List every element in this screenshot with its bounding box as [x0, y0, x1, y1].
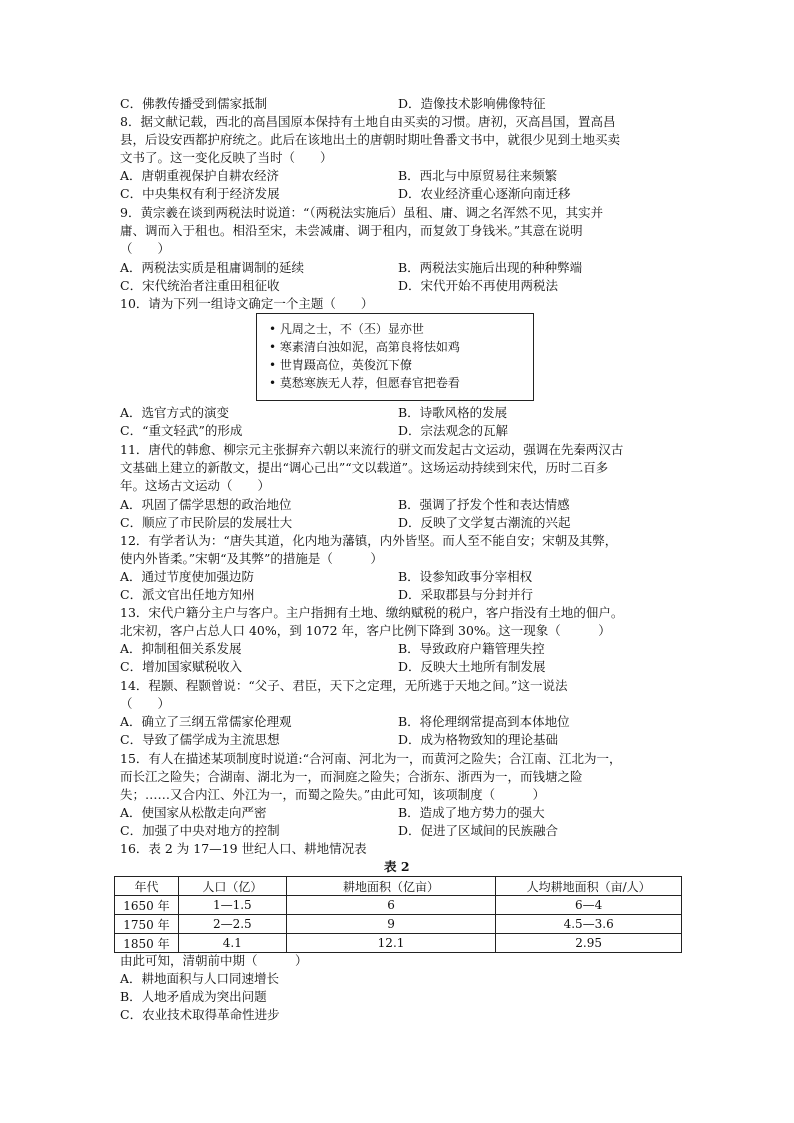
q13-stem-line-1: 13．宋代户籍分主户与客户。主户指拥有土地、缴纳赋税的税户，客户指没有土地的佃户。 [120, 605, 624, 620]
table-cell: 1750 年 [115, 915, 179, 934]
q11-option-a: A．巩固了儒学思想的政治地位 [120, 497, 292, 512]
q15-stem-line-3: 失；……又合内江、外江为一，而蜀之险失。”由此可知，该项制度（ ） [120, 787, 546, 802]
q11-option-d: D．反映了文学复古潮流的兴起 [398, 515, 571, 530]
table-cell: 2.95 [496, 934, 682, 953]
table-cell: 6—4 [496, 896, 682, 915]
q16-option-c: C．农业技术取得革命性进步 [120, 1007, 280, 1022]
q13-option-a: A．抑制租佃关系发展 [120, 641, 242, 656]
q9-option-a: A．两税法实质是租庸调制的延续 [120, 260, 305, 275]
q10-option-b: B．诗歌风格的发展 [398, 405, 508, 420]
q11-stem-line-3: 年。这场古文运动（ ） [120, 478, 271, 493]
q9-stem-line-2: 庸、调而入于租也。相沿至宋，未尝减庸、调于租内，而复敛丁身钱米。”其意在说明 [120, 223, 583, 238]
q10-poem-box [256, 313, 534, 401]
table-header-cell: 人口（亿） [178, 877, 286, 896]
table-header-cell: 人均耕地面积（亩/人） [496, 877, 682, 896]
q15-option-b: B．造成了地方势力的强大 [398, 805, 545, 820]
q9-stem-line-3: （ ） [120, 241, 171, 256]
q11-stem-line-1: 11．唐代的韩愈、柳宗元主张摒弃六朝以来流行的骈文而发起古文运动，强调在先秦两汉古 [120, 442, 624, 457]
q8-stem-line-2: 县，后设安西都护府统之。此后在该地出土的唐朝时期吐鲁番文书中，就很少见到土地买卖 [120, 132, 621, 147]
q14-option-d: D．成为格物致知的理论基础 [398, 732, 559, 747]
q15-stem-line-2: 而长江之险失；合湖南、湖北为一，而洞庭之险失；合浙东、浙西为一，而钱塘之险 [120, 769, 583, 784]
table-header-cell: 年代 [115, 877, 179, 896]
q11-option-b: B．强调了抒发个性和表达情感 [398, 497, 570, 512]
q10-poem-4: • 莫愁寒族无人荐，但愿春官把卷看 [269, 376, 460, 390]
q8-stem-line-1: 8．据文献记载，西北的高昌国原本保持有土地自由买卖的习惯。唐初，灭高昌国，置高昌 [120, 114, 616, 129]
q7-option-d: D．造像技术影响佛像特征 [398, 96, 546, 111]
table-cell: 2—2.5 [178, 915, 286, 934]
q9-stem-line-1: 9．黄宗羲在谈到两税法时说道：“（两税法实施后）虽租、庸、调之名浑然不见，其实并 [120, 205, 604, 220]
q14-option-b: B．将伦理纲常提高到本体地位 [398, 714, 570, 729]
table-cell: 4.1 [178, 934, 286, 953]
table-cell: 1850 年 [115, 934, 179, 953]
q10-option-d: D．宗法观念的瓦解 [398, 423, 509, 438]
table-row [115, 934, 682, 953]
table-cell: 1650 年 [115, 896, 179, 915]
q10-stem: 10．请为下列一组诗文确定一个主题（ ） [120, 296, 374, 311]
q8-stem-line-3: 文书了。这一变化反映了当时（ ） [120, 150, 333, 165]
q13-option-c: C．增加国家赋税收入 [120, 659, 243, 674]
q15-option-d: D．促进了区域间的民族融合 [398, 823, 559, 838]
q10-option-a: A．选官方式的演变 [120, 405, 230, 420]
table-cell: 9 [286, 915, 496, 934]
table-2 [114, 876, 682, 953]
q10-poem-2: • 寒素清白浊如泥，高第良将怯如鸡 [269, 340, 460, 354]
q15-stem-line-1: 15．有人在描述某项制度时说道:“合河南、河北为一，而黄河之险失；合江南、江北为一， [120, 751, 622, 766]
q12-stem-line-2: 使内外皆柔。”宋朝“及其弊”的措施是（ ） [120, 551, 383, 566]
q16-after-text: 由此可知，清朝前中期（ ） [120, 953, 308, 968]
q12-option-c: C．派文官出任地方知州 [120, 587, 255, 602]
q13-option-d: D．反映大土地所有制发展 [398, 659, 546, 674]
q11-stem-line-2: 文基础上建立的新散文，提出“调心己出”“文以载道”。这场运动持续到宋代，历时二百多 [120, 460, 609, 475]
table-cell: 4.5—3.6 [496, 915, 682, 934]
q14-option-a: A．确立了三纲五常儒家伦理观 [120, 714, 292, 729]
q8-option-c: C．中央集权有利于经济发展 [120, 186, 280, 201]
table-row [115, 896, 682, 915]
q13-option-b: B．导致政府户籍管理失控 [398, 641, 545, 656]
table-header-row [115, 877, 682, 896]
q8-option-b: B．西北与中原贸易往来频繁 [398, 168, 558, 183]
q13-stem-line-2: 北宋初，客户占总人口 40%，到 1072 年，客户比例下降到 30%。这一现象（ ） [120, 623, 611, 638]
q10-poem-3: • 世胄蹑高位，英俊沉下僚 [269, 358, 412, 372]
q12-option-a: A．通过节度使加强边防 [120, 569, 255, 584]
q14-stem-line-2: （ ） [120, 696, 171, 711]
q9-option-c: C．宋代统治者注重田租征收 [120, 278, 280, 293]
q15-option-a: A．使国家从松散走向严密 [120, 805, 267, 820]
q7-option-c: C．佛教传播受到儒家抵制 [120, 96, 268, 111]
table-cell: 1—1.5 [178, 896, 286, 915]
table-row [115, 915, 682, 934]
q16-stem: 16．表 2 为 17—19 世纪人口、耕地情况表 [120, 841, 367, 856]
q9-option-d: D．宋代开始不再使用两税法 [398, 278, 559, 293]
table-cell: 12.1 [286, 934, 496, 953]
q8-option-d: D．农业经济重心逐渐向南迁移 [398, 186, 571, 201]
q10-option-c: C．“重文轻武”的形成 [120, 423, 243, 438]
q16-option-b: B．人地矛盾成为突出问题 [120, 989, 267, 1004]
q12-option-b: B．设参知政事分宰相权 [398, 569, 533, 584]
q14-stem-line-1: 14．程颢、程颢曾说：“父子、君臣，天下之定理，无所逃于天地之间。”这一说法 [120, 678, 568, 693]
table-cell: 6 [286, 896, 496, 915]
q12-stem-line-1: 12．有学者认为：“唐失其道，化内地为藩镇，内外皆坚。而人至不能自安；宋朝及其弊， [120, 533, 618, 548]
q12-option-d: D．采取郡县与分封并行 [398, 587, 534, 602]
q16-option-a: A．耕地面积与人口同速增长 [120, 971, 280, 986]
q14-option-c: C．导致了儒学成为主流思想 [120, 732, 280, 747]
q11-option-c: C．顺应了市民阶层的发展壮大 [120, 515, 293, 530]
table-2-caption: 表 2 [384, 859, 410, 874]
q15-option-c: C．加强了中央对地方的控制 [120, 823, 280, 838]
q10-poem-1: • 凡周之士，不（丕）显亦世 [269, 322, 424, 336]
table-header-cell: 耕地面积（亿亩） [286, 877, 496, 896]
q9-option-b: B．两税法实施后出现的种种弊端 [398, 260, 583, 275]
q8-option-a: A．唐朝重视保护自耕农经济 [120, 168, 280, 183]
